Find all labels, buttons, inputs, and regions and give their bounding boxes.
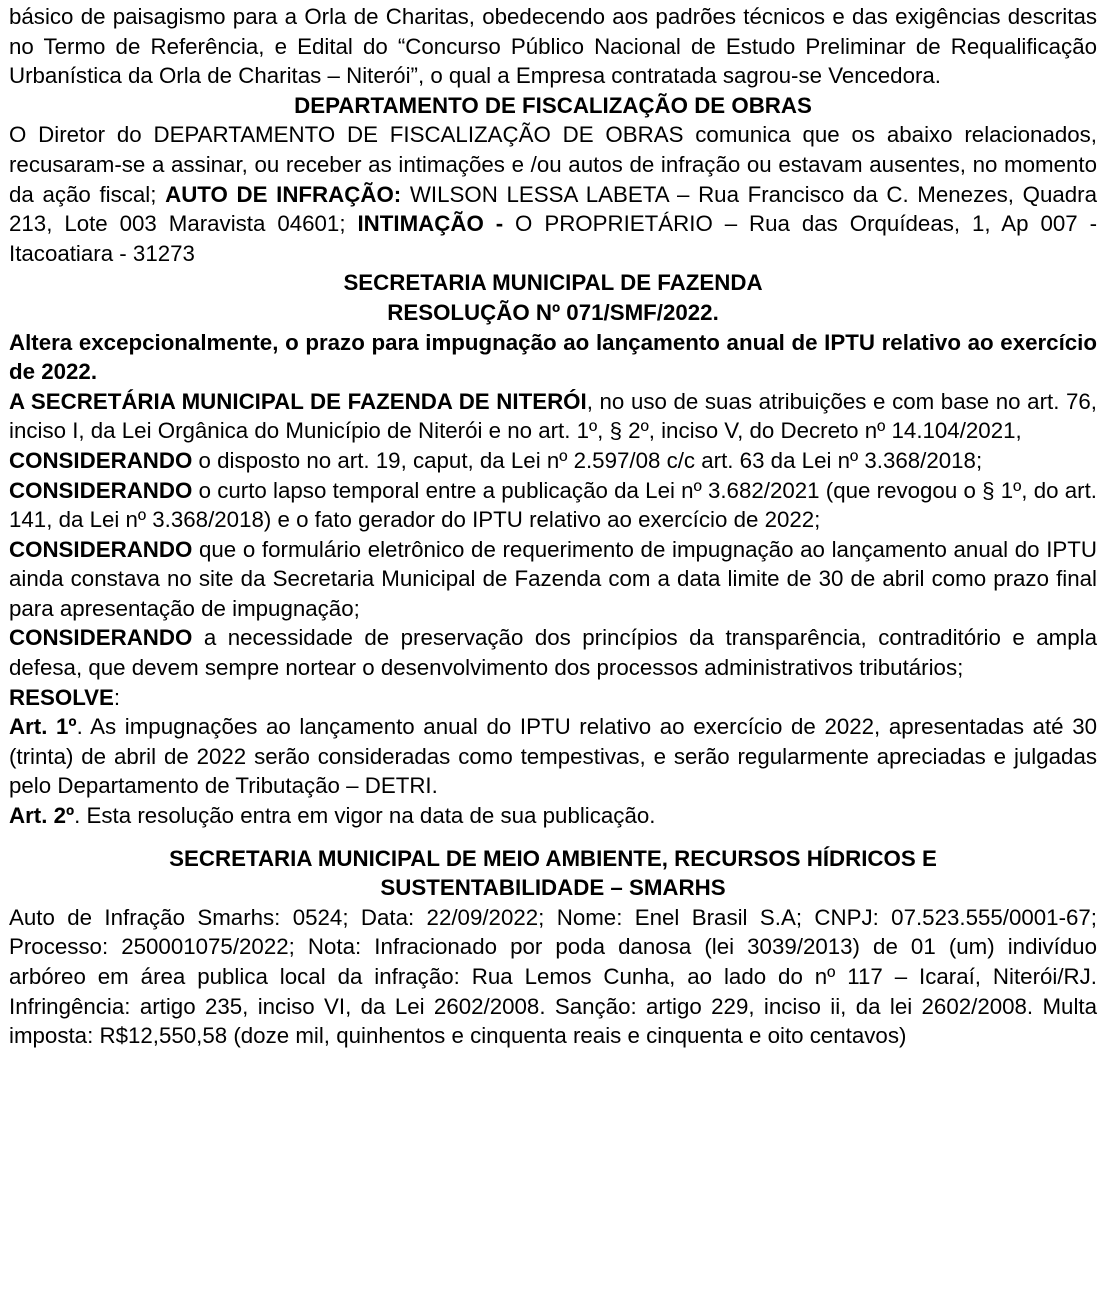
considerando-2-text: o curto lapso temporal entre a publicação da Lei nº 3.682/2021 (que revogou o § 1º, do art. 141, da Lei nº 3.368/2018) e o fato gerador do IPTU relativo ao exercício de 2022; [9,477,1097,533]
intimacao-label: INTIMAÇÃO - [357,211,504,237]
resolucao-number: RESOLUÇÃO Nº 071/SMF/2022. [387,299,719,325]
resolucao-ementa [9,328,1097,387]
considerando-2 [9,476,1097,535]
art2-label: Art. 2º [9,803,75,829]
intro-paragraph: básico de paisagismo para a Orla de Charitas, obedecendo aos padrões técnicos e das exigências descritas no Termo de Referência, e Edital do “Concurso Público Nacional de Estudo Preliminar de Requalificação Urbanística da Orla de Charitas – Niterói”, o qual a Empresa contratada sagrou-se Vencedora. [9,4,1097,89]
auto-infracao-label: AUTO DE INFRAÇÃO: [165,181,402,207]
considerando-label: CONSIDERANDO [9,536,193,562]
smf-heading: SECRETARIA MUNICIPAL DE FAZENDA [343,270,763,296]
considerando-4-text: a necessidade de preservação dos princípios da transparência, contraditório e ampla defesa, que devem sempre nortear o desenvolvimento dos processos administrativos tributários; [9,625,1097,681]
considerando-3 [9,535,1097,624]
resolve [9,683,1097,713]
considerando-label: CONSIDERANDO [9,447,193,473]
considerando-label: CONSIDERANDO [9,477,193,503]
considerando-1 [9,446,1097,476]
art2-text: . Esta resolução entra em vigor na data de sua publicação. [74,803,656,829]
art1-label: Art. 1º [9,714,77,740]
dfo-intro: O Diretor do DEPARTAMENTO DE FISCALIZAÇÃO DE OBRAS comunica que os abaixo relacionados, recusaram-se a assinar, ou receber as intimações e /ou autos de infração ou estavam ausentes, no momento da ação fiscal; [9,122,1097,207]
smarhs-heading-line2: SUSTENTABILIDADE – SMARHS [380,875,726,901]
art1-text: . As impugnações ao lançamento anual do IPTU relativo ao exercício de 2022, apresentadas até 30 (trinta) de abril de 2022 serão consideradas como tempestivas, e serão regularmente apreciadas e julgadas pelo Departamento de Tributação – DETRI. [9,714,1097,799]
resolve-label: RESOLVE [9,684,114,710]
article-1 [9,712,1097,801]
auto-infracao-text: WILSON LESSA LABETA – Rua Francisco da C. Menezes, Quadra 213, Lote 003 Maravista 04601; [9,181,1097,237]
considerando-3-text: que o formulário eletrônico de requerimento de impugnação ao lançamento anual do IPTU ainda constava no site da Secretaria Municipal de Fazenda com a data limite de 30 de abril como prazo final para apresentação de impugnação; [9,536,1097,621]
dfo-heading: DEPARTAMENTO DE FISCALIZAÇÃO DE OBRAS [294,92,812,118]
intimacao-text: O PROPRIETÁRIO – Rua das Orquídeas, 1, Ap 007 - Itacoatiara - 31273 [9,211,1098,266]
considerando-label: CONSIDERANDO [9,625,193,651]
secretaria-paragraph [9,387,1097,446]
smarhs-auto-infracao: Auto de Infração Smarhs: 0524; Data: 22/09/2022; Nome: Enel Brasil S.A; CNPJ: 07.523.555/0001-67; Processo: 250001075/2022; Nota: Infracionado por poda danosa (lei 3039/2013) de 01 (um) indivíduo arbóreo em área publica local da infração: Rua Lemos Cunha, ao lado do nº 117 – Icaraí, Niterói/RJ. Infringência: artigo 235, inciso VI, da Lei 2602/2008. Sanção: artigo 229, inciso ii, da lei 2602/2008. Multa imposta: R$12,550,58 (doze mil, quinhentos e cinquenta reais e cinquenta e oito centavos) [9,904,1097,1049]
secretaria-text: , no uso de suas atribuições e com base no art. 76, inciso I, da Lei Orgânica do Município de Niterói e no art. 1º, § 2º, inciso V, do Decreto nº 14.104/2021, [9,388,1098,444]
considerando-4 [9,623,1097,682]
considerando-1-text: o disposto no art. 19, caput, da Lei nº 2.597/08 c/c art. 63 da Lei nº 3.368/2018; [192,447,983,473]
secretaria-label: A SECRETÁRIA MUNICIPAL DE FAZENDA DE NITERÓI [9,388,587,414]
ementa-text: Altera excepcionalmente, o prazo para impugnação ao lançamento anual de IPTU relativo ao exercício de 2022. [9,329,1097,385]
resolve-colon: : [113,684,121,710]
article-2 [9,801,1097,831]
dfo-notice [9,120,1097,268]
smarhs-heading-line1: SECRETARIA MUNICIPAL DE MEIO AMBIENTE, RECURSOS HÍDRICOS E [169,845,937,871]
